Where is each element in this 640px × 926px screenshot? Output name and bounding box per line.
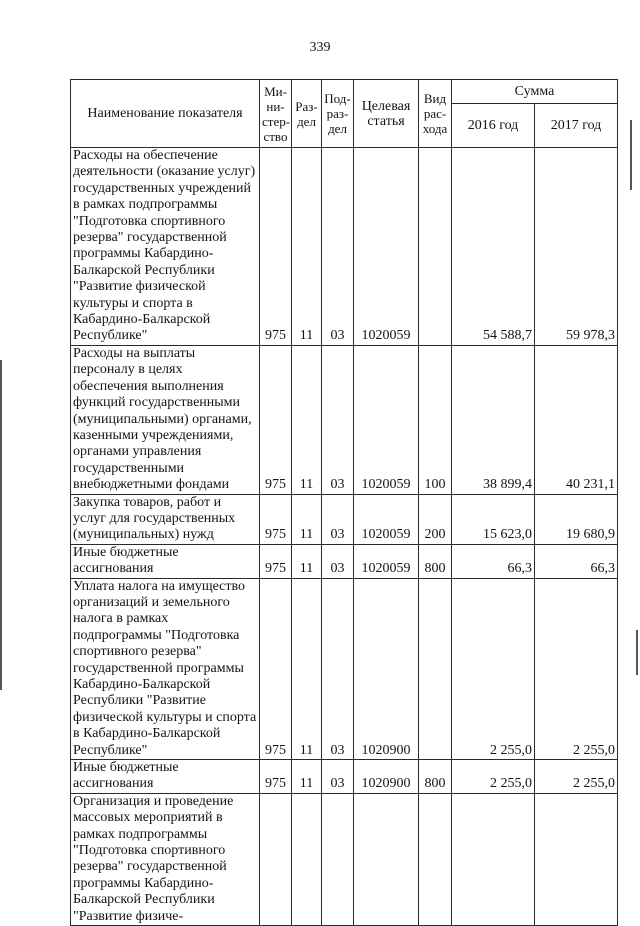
row-type [419,148,452,346]
row-sum-2016: 2 255,0 [452,760,535,794]
row-type [419,578,452,759]
row-type: 800 [419,760,452,794]
header-year-2016: 2016 год [452,104,535,148]
row-section: 11 [292,544,322,578]
row-ministry [260,793,292,925]
row-sum-2016: 38 899,4 [452,345,535,494]
row-target: 1020900 [354,760,419,794]
table-row [71,578,618,759]
row-subsection: 03 [322,345,354,494]
header-subsection: Под-раз-дел [322,80,354,148]
row-sum-2017: 2 255,0 [535,760,618,794]
row-target: 1020059 [354,494,419,544]
table-row [71,760,618,794]
row-target: 1020900 [354,578,419,759]
row-name: Расходы на обеспечение деятельности (оказание услуг) государственных учреждений в рамках подпрограммы "Подготовка спортивного резерва" государственной программы Кабардино-Балкарской Республики "Развитие физической культуры и спорта в Кабардино-Балкарской Республике" [71,148,260,346]
row-sum-2016: 2 255,0 [452,578,535,759]
table-row [71,793,618,925]
row-ministry: 975 [260,760,292,794]
header-ministry: Ми-ни-стер-ство [260,80,292,148]
row-ministry: 975 [260,345,292,494]
table-row [71,544,618,578]
row-sum-2016 [452,793,535,925]
row-target [354,793,419,925]
row-sum-2016: 15 623,0 [452,494,535,544]
row-type: 800 [419,544,452,578]
row-sum-2016: 54 588,7 [452,148,535,346]
row-sum-2017: 66,3 [535,544,618,578]
row-sum-2016: 66,3 [452,544,535,578]
row-name: Организация и проведение массовых мероприятий в рамках подпрограммы "Подготовка спортивного резерва" государственной программы Кабардино-Балкарской Республики "Развитие физиче- [71,793,260,925]
row-target: 1020059 [354,544,419,578]
row-subsection: 03 [322,544,354,578]
row-target: 1020059 [354,345,419,494]
row-subsection: 03 [322,578,354,759]
row-type: 200 [419,494,452,544]
row-ministry: 975 [260,148,292,346]
row-subsection [322,793,354,925]
row-name: Закупка товаров, работ и услуг для государственных (муниципальных) нужд [71,494,260,544]
row-ministry: 975 [260,494,292,544]
scan-edge-mark [0,360,2,690]
row-sum-2017: 40 231,1 [535,345,618,494]
page-number: 339 [309,40,331,55]
row-sum-2017 [535,793,618,925]
row-sum-2017: 2 255,0 [535,578,618,759]
row-ministry: 975 [260,578,292,759]
row-sum-2017: 59 978,3 [535,148,618,346]
header-section: Раз-дел [292,80,322,148]
row-name: Иные бюджетные ассигнования [71,760,260,794]
budget-table [70,79,618,926]
row-type [419,793,452,925]
row-section: 11 [292,578,322,759]
header-target: Целевая статья [354,80,419,148]
row-section: 11 [292,494,322,544]
row-type: 100 [419,345,452,494]
row-name: Расходы на выплаты персоналу в целях обеспечения выполнения функций государственными (муниципальными) органами, казенными учреждениями, органами управления государственными внебюджетными фондами [71,345,260,494]
row-ministry: 975 [260,544,292,578]
header-expense-type: Вид рас-хода [419,80,452,148]
header-sum: Сумма [452,80,618,104]
row-section: 11 [292,148,322,346]
table-row [71,148,618,346]
scan-edge-mark [636,630,638,675]
table-row [71,494,618,544]
row-section: 11 [292,760,322,794]
row-subsection: 03 [322,148,354,346]
row-section: 11 [292,345,322,494]
header-name: Наименование показателя [71,80,260,148]
row-subsection: 03 [322,494,354,544]
row-target: 1020059 [354,148,419,346]
row-section [292,793,322,925]
row-name: Уплата налога на имущество организаций и земельного налога в рамках подпрограммы "Подготовка спортивного резерва" государственной программы Кабардино-Балкарской Республики "Развитие физической культуры и спорта в Кабардино-Балкарской Республике" [71,578,260,759]
table-row [71,345,618,494]
header-year-2017: 2017 год [535,104,618,148]
row-name: Иные бюджетные ассигнования [71,544,260,578]
scan-edge-mark [630,120,632,190]
row-sum-2017: 19 680,9 [535,494,618,544]
row-subsection: 03 [322,760,354,794]
